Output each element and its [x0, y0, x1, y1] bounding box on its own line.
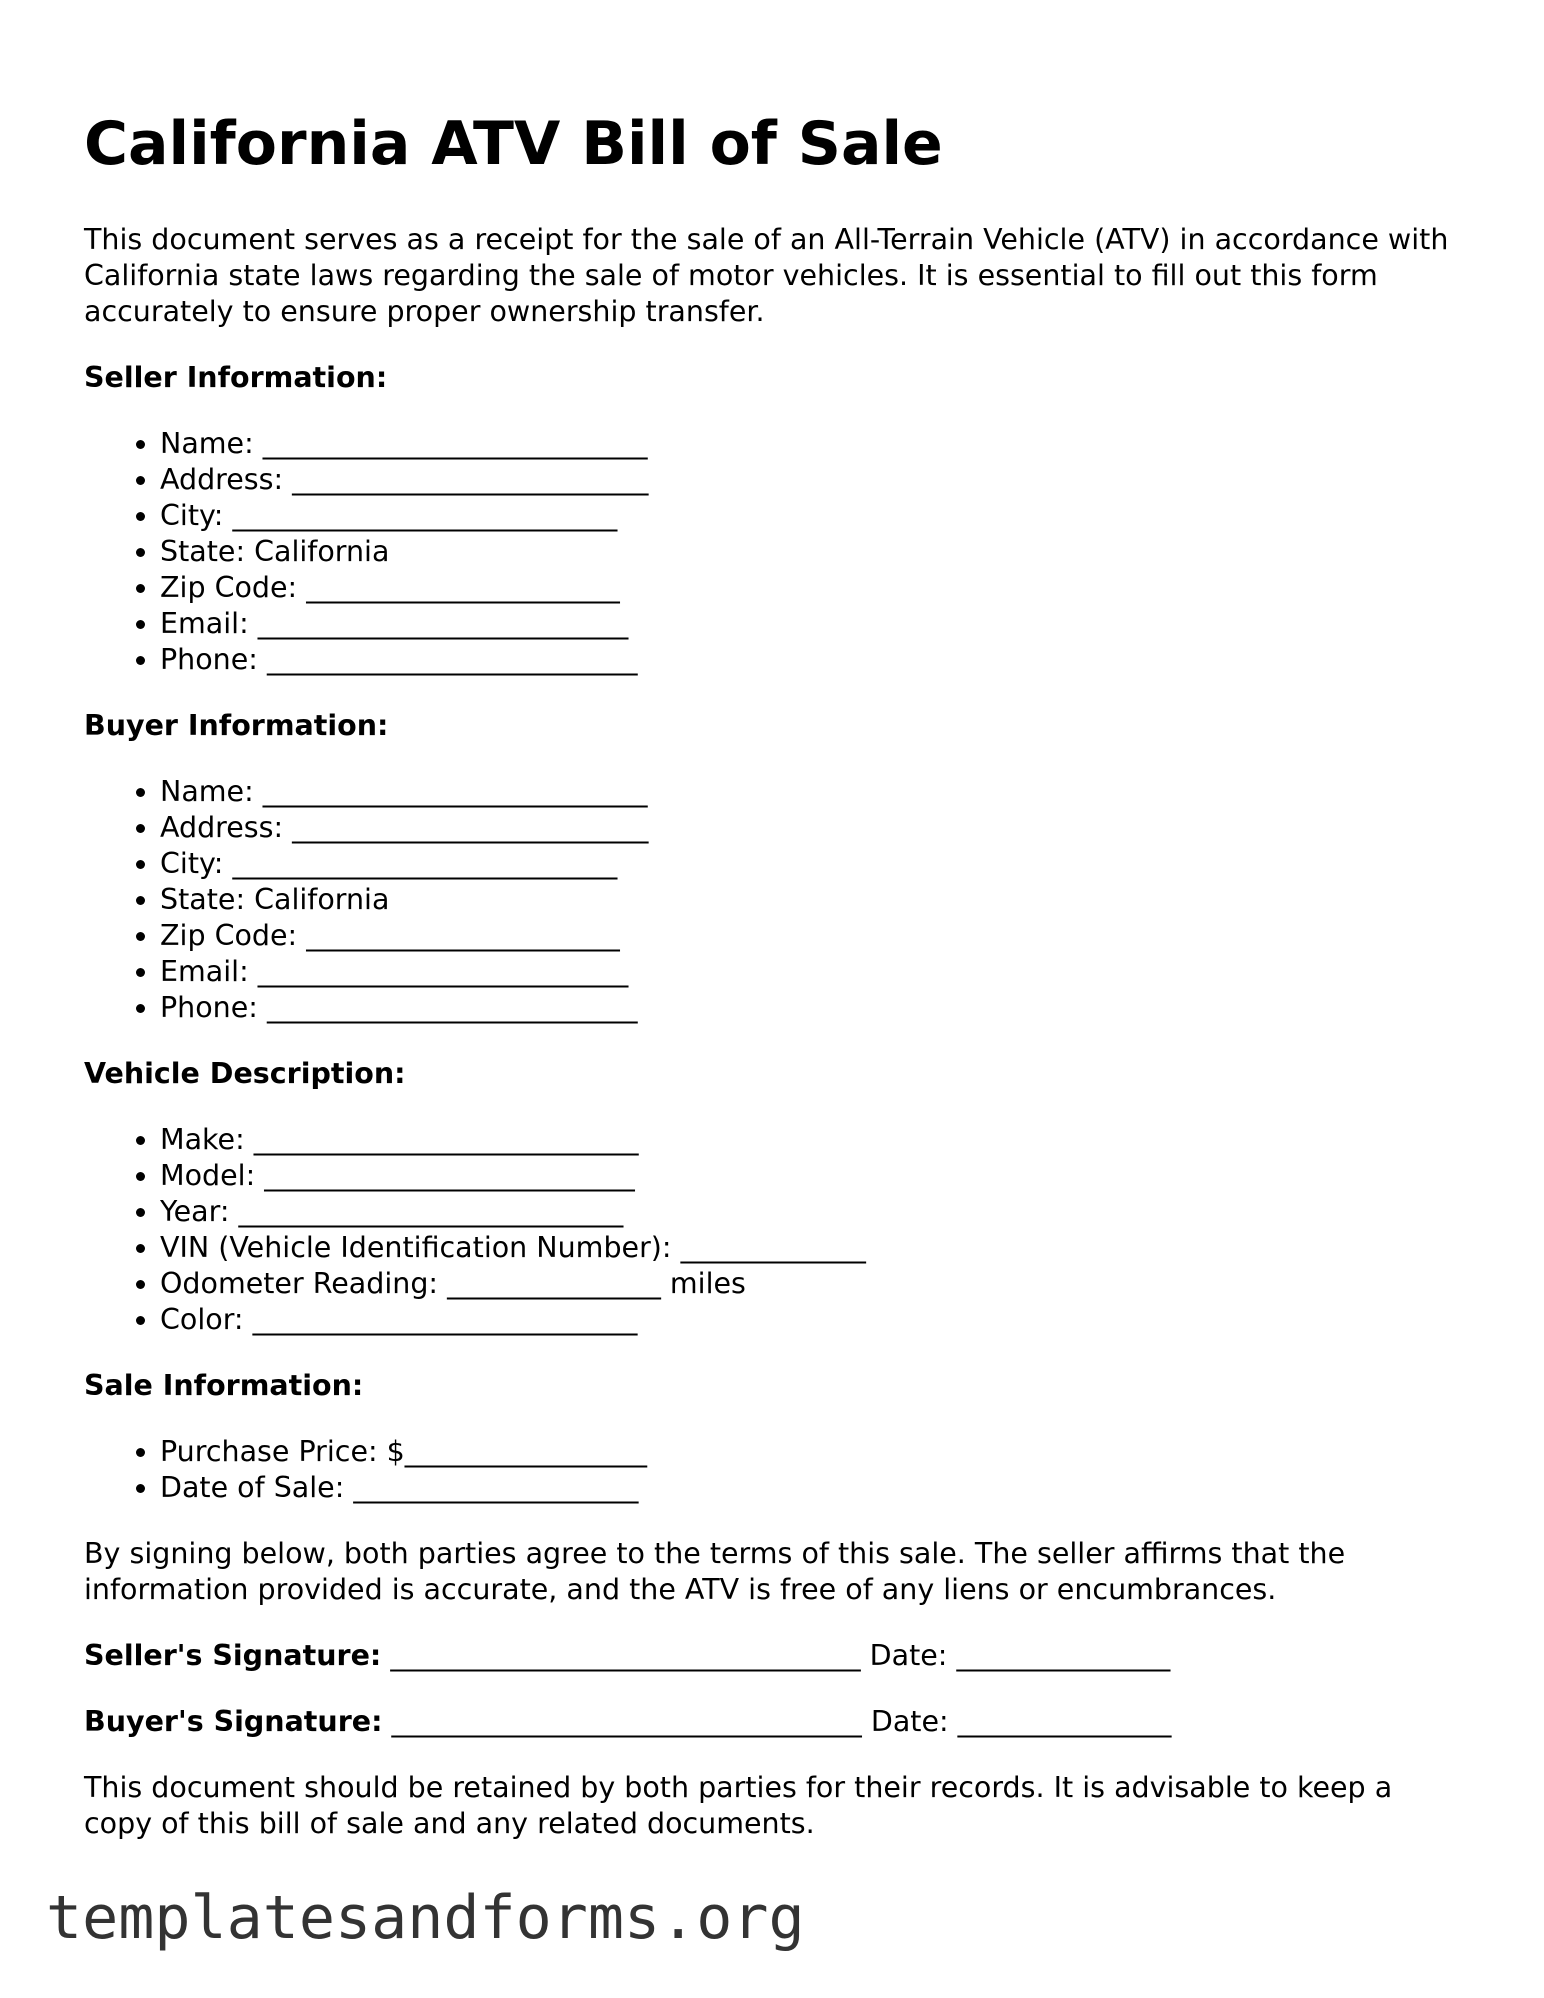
agreement-paragraph: By signing below, both parties agree to the terms of this sale. The seller affirms that the information provided is accurate, and the ATV is free of any liens or encumbrances. — [84, 1537, 1346, 1606]
seller-signature-row — [84, 1638, 1464, 1674]
seller-signature-label: Seller's Signature: — [84, 1639, 382, 1672]
vehicle-color-field[interactable]: • Color: ___________________________ — [160, 1302, 1464, 1338]
seller-list — [84, 426, 1464, 678]
watermark-text: templatesandforms.org — [46, 1883, 805, 1953]
seller-phone-field[interactable]: • Phone: __________________________ — [160, 642, 1464, 678]
vehicle-model-field[interactable]: • Model: __________________________ — [160, 1158, 1464, 1194]
sale-list — [84, 1434, 1464, 1506]
purchase-price-field[interactable]: • Purchase Price: $_________________ — [160, 1434, 1464, 1470]
vehicle-year-field[interactable]: • Year: ___________________________ — [160, 1194, 1464, 1230]
buyer-heading: Buyer Information: — [84, 709, 389, 742]
buyer-phone-field[interactable]: • Phone: __________________________ — [160, 990, 1464, 1026]
vehicle-list — [84, 1122, 1464, 1338]
buyer-zip-field[interactable]: • Zip Code: ______________________ — [160, 918, 1464, 954]
document-page — [84, 104, 1464, 1842]
vehicle-make-field[interactable]: • Make: ___________________________ — [160, 1122, 1464, 1158]
page-title: California ATV Bill of Sale — [84, 109, 943, 179]
vehicle-vin-field[interactable]: • VIN (Vehicle Identification Number): _____________ — [160, 1230, 1464, 1266]
sale-heading: Sale Information: — [84, 1369, 364, 1402]
vehicle-odometer-field[interactable]: • Odometer Reading: _______________ miles — [160, 1266, 1464, 1302]
vehicle-heading: Vehicle Description: — [84, 1057, 406, 1090]
date-of-sale-field[interactable]: • Date of Sale: ____________________ — [160, 1470, 1464, 1506]
buyer-signature-field[interactable]: _________________________________ Date: _______________ — [382, 1705, 1172, 1738]
seller-heading: Seller Information: — [84, 361, 388, 394]
seller-name-field[interactable]: • Name: ___________________________ — [160, 426, 1464, 462]
buyer-city-field[interactable]: • City: ___________________________ — [160, 846, 1464, 882]
buyer-address-field[interactable]: • Address: _________________________ — [160, 810, 1464, 846]
seller-state: • State: California — [160, 534, 1464, 570]
seller-city-field[interactable]: • City: ___________________________ — [160, 498, 1464, 534]
seller-signature-field[interactable]: _________________________________ Date: _______________ — [381, 1639, 1171, 1672]
buyer-state: • State: California — [160, 882, 1464, 918]
seller-zip-field[interactable]: • Zip Code: ______________________ — [160, 570, 1464, 606]
buyer-email-field[interactable]: • Email: __________________________ — [160, 954, 1464, 990]
closing-paragraph: This document should be retained by both parties for their records. It is advisable to keep a copy of this bill of sale and any related documents. — [84, 1771, 1393, 1840]
seller-email-field[interactable]: • Email: __________________________ — [160, 606, 1464, 642]
seller-address-field[interactable]: • Address: _________________________ — [160, 462, 1464, 498]
buyer-list — [84, 774, 1464, 1026]
buyer-name-field[interactable]: • Name: ___________________________ — [160, 774, 1464, 810]
buyer-signature-row — [84, 1704, 1464, 1740]
intro-paragraph: This document serves as a receipt for the sale of an All-Terrain Vehicle (ATV) in accordance with California state laws regarding the sale of motor vehicles. It is essential to fill out this form accurately to ensure proper ownership transfer. — [84, 223, 1449, 328]
buyer-signature-label: Buyer's Signature: — [84, 1705, 383, 1738]
